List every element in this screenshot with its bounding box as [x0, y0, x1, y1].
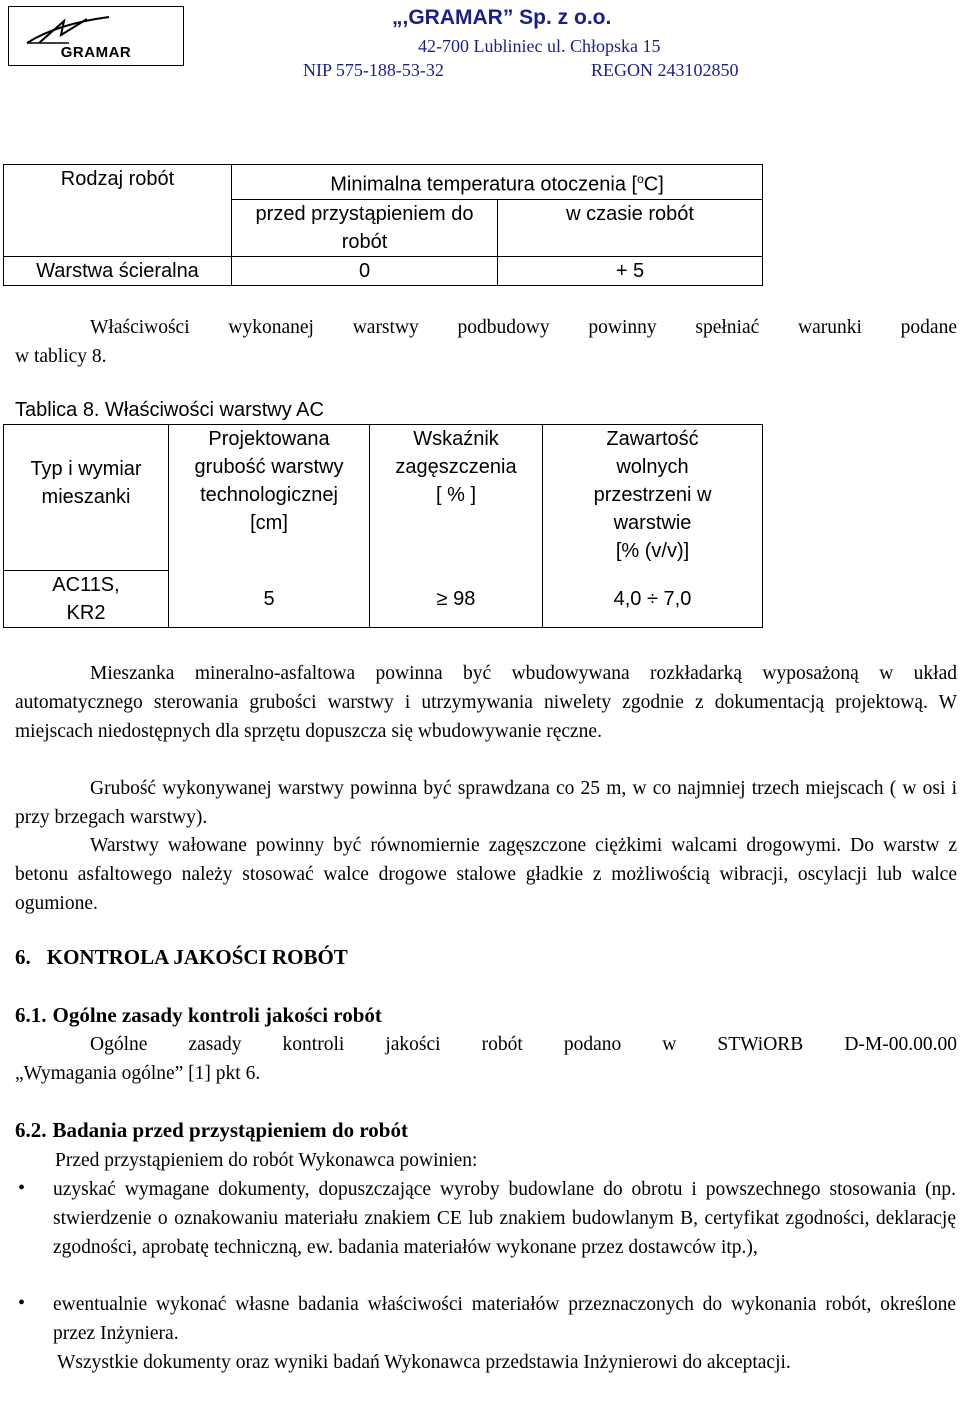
table2-cell-voids: 4,0 ÷ 7,0 [543, 571, 763, 628]
company-address: 42-700 Lubliniec ul. Chłopska 15 [418, 36, 661, 56]
table2-header-voids: Zawartość wolnych przestrzeni w warstwie [% (v/v)] [543, 425, 763, 571]
bullet-item-documents: uzyskać wymagane dokumenty, dopuszczające wyroby budowlane do obrotu i powszechnego stosowania (np. stwierdzenie o oznakowaniu materiału znakiem CE lub znakiem budowlanym B, certyfikat zgodności, deklarację zgodności, aprobatę techniczną, ew. badania materiałów wykonane przez dostawców itp.), [53, 1179, 956, 1258]
logo-text: GRAMAR [60, 44, 132, 61]
table1-subheader-before: przed przystąpieniem do robót [232, 199, 498, 256]
bullet-icon: • [18, 1292, 26, 1314]
section-6-2-heading: 6.2. Badania przed przystąpieniem do robót [15, 1118, 408, 1142]
table1-group-header: Minimalna temperatura otoczenia [$^o$C] [232, 165, 763, 200]
table2-header-type: Typ i wymiar mieszanki [4, 425, 169, 571]
temperature-table [3, 164, 763, 286]
ac-properties-table [3, 424, 763, 628]
company-name: „,GRAMAR” Sp. z o.o. [392, 6, 612, 29]
table1-subheader-during: w czasie robót [498, 199, 763, 256]
section-6-1-heading: 6.1. Ogólne zasady kontroli jakości robót [15, 1003, 382, 1027]
paragraph-paving: Mieszanka mineralno-asfaltowa powinna być wbudowywana rozkładarką wyposażoną w układ automatycznego sterowania grubości warstwy i utrzymywania niwelety zgodnie z dokumentacją projektową. W miejscach niedostępnych dla sprzętu dopuszcza się wbudowywanie ręczne. [15, 663, 957, 742]
table2-header-thickness: Projektowana grubość warstwy technologicznej [cm] [169, 425, 370, 571]
table1-row-label: Warstwa ścieralna [4, 256, 232, 285]
bullet-icon: • [18, 1177, 26, 1199]
section-6-2-closing: Wszystkie dokumenty oraz wyniki badań Wykonawca przedstawia Inżynierowi do akceptacji. [57, 1352, 791, 1373]
table1-col-header: Rodzaj robót [4, 165, 232, 257]
table2-cell-mixture: AC11S, KR2 [4, 571, 169, 628]
table2-caption: Tablica 8. Właściwości warstwy AC [15, 399, 324, 421]
table2-header-compaction: Wskaźnik zagęszczenia [ % ] [370, 425, 543, 571]
bullet-item-own-tests: ewentualnie wykonać własne badania właściwości materiałów przeznaczonych do wykonania robót, określone przez Inżyniera. [53, 1294, 956, 1344]
paragraph-rolling: Warstwy wałowane powinny być równomiernie zagęszczone ciężkimi walcami drogowymi. Do warstw z betonu asfaltowego należy stosować walce drogowe stalowe gładkie z możliwością wibracji, oscylacji lub walce ogumione. [15, 835, 957, 914]
section-6-2-intro: Przed przystąpieniem do robót Wykonawca powinien: [55, 1150, 478, 1171]
table1-row-value-during: + 5 [498, 256, 763, 285]
company-nip: NIP 575-188-53-32 [303, 60, 444, 80]
company-logo [8, 6, 184, 66]
table1-row-value-before: 0 [232, 256, 498, 285]
paragraph-thickness-check: Grubość wykonywanej warstwy powinna być sprawdzana co 25 m, w co najmniej trzech miejscach ( w osi i przy brzegach warstwy). [15, 778, 957, 828]
section-6-1-text: Ogólne zasady kontroli jakości robót podano w STWiORB D-M-00.00.00 „Wymagania ogólne” [1] pkt 6. [15, 1034, 957, 1084]
table2-cell-thickness: 5 [169, 571, 370, 628]
table2-cell-compaction: ≥ 98 [370, 571, 543, 628]
intro-paragraph: Właściwości wykonanej warstwy podbudowy powinny spełniać warunki podane w tablicy 8. [15, 317, 957, 367]
company-regon: REGON 243102850 [591, 60, 739, 80]
section-6-heading: 6. KONTROLA JAKOŚCI ROBÓT [15, 945, 348, 969]
